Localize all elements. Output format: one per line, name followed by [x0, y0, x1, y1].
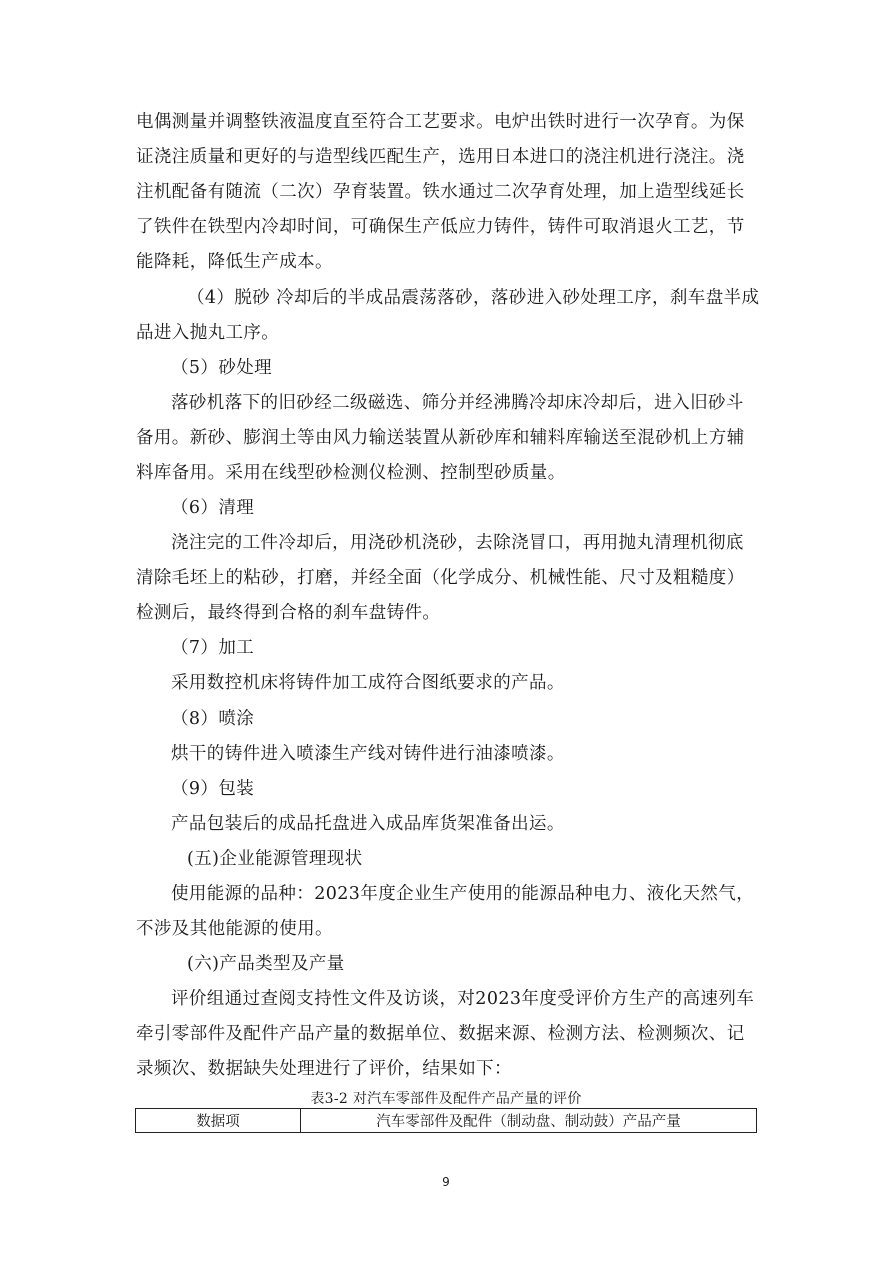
paragraph-line: 料库备用。采用在线型砂检测仪检测、控制型砂质量。 [136, 463, 566, 483]
paragraph-line: 烘干的铸件进入喷漆生产线对铸件进行油漆喷漆。 [171, 744, 565, 764]
paragraph-line: 产品包装后的成品托盘进入成品库货架准备出运。 [171, 814, 565, 834]
paragraph-line: 评价组通过查阅支持性文件及访谈，对2023年度受评价方生产的高速列车 [171, 989, 755, 1009]
paragraph-line: 了铁件在铁型内冷却时间，可确保生产低应力铸件，铸件可取消退火工艺，节 [136, 217, 745, 237]
table-caption: 表3-2 对汽车零部件及配件产品产量的评价 [310, 1091, 582, 1107]
paragraph-line: 能降耗，降低生产成本。 [136, 252, 333, 272]
section-heading-cleaning: （6）清理 [171, 498, 255, 518]
section-desanding: （4）脱砂 冷却后的半成品震荡落砂，落砂进入砂处理工序，刹车盘半成 [187, 288, 760, 308]
table-header-cell: 汽车零部件及配件（制动盘、制动鼓）产品产量 [376, 1114, 681, 1130]
paragraph-line: 采用数控机床将铸件加工成符合图纸要求的产品。 [171, 673, 565, 693]
evaluation-table [135, 1108, 757, 1133]
paragraph-line: 备用。新砂、膨润土等由风力输送装置从新砂库和辅料库输送至混砂机上方辅 [136, 428, 745, 448]
paragraph-line: 品进入抛丸工序。 [136, 323, 280, 343]
paragraph-line: 使用能源的品种：2023年度企业生产使用的能源品种电力、液化天然气， [171, 884, 755, 904]
paragraph-line: 牵引零部件及配件产品产量的数据单位、数据来源、检测方法、检测频次、记 [136, 1024, 745, 1044]
section-heading-energy-management: (五)企业能源管理现状 [187, 849, 363, 869]
paragraph-line: 清除毛坯上的粘砂，打磨，并经全面（化学成分、机械性能、尺寸及粗糙度） [136, 568, 745, 588]
paragraph-line: 证浇注质量和更好的与造型线匹配生产，选用日本进口的浇注机进行浇注。浇 [136, 147, 745, 167]
section-heading-sand-processing: （5）砂处理 [171, 358, 273, 378]
paragraph-line: 检测后，最终得到合格的刹车盘铸件。 [136, 603, 441, 623]
section-heading-spraying: （8）喷涂 [171, 709, 255, 729]
paragraph-line: 不涉及其他能源的使用。 [136, 919, 333, 939]
paragraph-line: 落砂机落下的旧砂经二级磁选、筛分并经沸腾冷却床冷却后，进入旧砂斗 [171, 393, 744, 413]
paragraph-line: 注机配备有随流（二次）孕育装置。铁水通过二次孕育处理，加上造型线延长 [136, 182, 745, 202]
section-heading-product-output: (六)产品类型及产量 [187, 954, 345, 974]
section-heading-packaging: （9）包装 [171, 779, 255, 799]
paragraph-line: 录频次、数据缺失处理进行了评价，结果如下： [136, 1059, 512, 1079]
paragraph-line: 浇注完的工件冷却后，用浇砂机浇砂，去除浇冒口，再用抛丸清理机彻底 [171, 533, 744, 553]
section-heading-machining: （7）加工 [171, 638, 255, 658]
paragraph-line: 电偶测量并调整铁液温度直至符合工艺要求。电炉出铁时进行一次孕育。为保 [136, 112, 745, 132]
page-number: 9 [442, 1175, 450, 1189]
table-header-cell: 数据项 [136, 1109, 301, 1132]
